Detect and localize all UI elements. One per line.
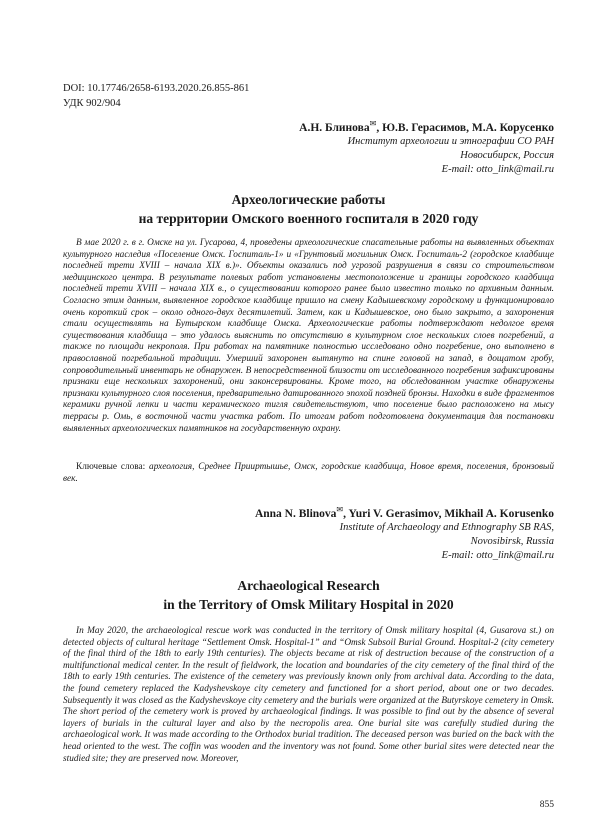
page-number: 855: [539, 800, 554, 810]
doi: DOI: 10.17746/2658-6193.2020.26.855-861: [63, 83, 250, 94]
affiliation-en-line1: Institute of Archaeology and Ethnography SB RAS,: [339, 522, 554, 533]
udk-code: УДК 902/904: [63, 98, 121, 109]
envelope-icon: ✉: [369, 119, 377, 128]
article-title-en-line1: Archaeological Research: [237, 578, 380, 593]
article-title-ru-line1: Археологические работы: [231, 192, 386, 207]
keywords-values: археология, Среднее Прииртышье, Омск, городские кладбища, Новое время, поселения, бронзовый век.: [63, 462, 554, 484]
article-title-en-line2: in the Territory of Omsk Military Hospital in 2020: [163, 597, 454, 612]
author-first-en: Anna N. Blinova: [254, 507, 337, 520]
envelope-icon: ✉: [336, 505, 344, 514]
abstract-ru: В мае 2020 г. в г. Омске на ул. Гусарова, 4, проведены археологические спасательные работы на выявленных объектах культурного наследия «Поселение Омск. Госпиталь-1» и «Грунтовый могильник Омск. Госпиталь-2 (городское кладбище последней трети XVIII – начала XIX в.)». Объекты оказались под угрозой разрушения в связи со строительством медицинского центра. В результате полевых работ установлены местоположение и границы городского кладбища последней трети XVIII – начала XIX в., о существовании которого ранее было известно только по архивным данным. Согласно этим данным, выявленное городское кладбище пришло на смену Кадышевскому городскому и функционировало очень короткий срок – около одного-двух десятилетий. Затем, как и Кадышевское, оно было закрыто, а захоронения стали осуществлять на Бутырском кладбище Омска. Археологические работы подтверждают недолгое время существования кладбища – это удалось выяснить по отсутствию в культурном слое нескольких слоев погребений, а также по площади некрополя. При работах на памятнике полностью исследовано одно погребение, оно выполнено в православной погребальной традиции. Умерший захоронен вытянуто на спине головой на запад, в дощатом гробу, сопроводительный инвентарь не обнаружен. В непосредственной близости от исследованного погребения зафиксированы признаки еще нескольких захоронений, они законсервированы. Кроме того, на обследованном участке обнаружены признаки культурного слоя поселения, предварительно датированного эпохой поздней бронзы. Находки в виде фрагментов керамики ручной лепки и части керамического тигля свидетельствуют, что поселение было расположено на мысу террасы р. Омь, в восточной части участка работ. По итогам работ подготовлена документация для постановки выявленных археологических памятников на государственную охрану.: [63, 238, 554, 434]
authors-en: [255, 503, 554, 521]
email-en: E-mail: otto_link@mail.ru: [441, 550, 554, 561]
keywords-ru: [63, 462, 554, 485]
author-first-ru: А.Н. Блинова: [299, 121, 370, 134]
authors-ru: [299, 117, 554, 135]
keywords-label: Ключевые слова:: [76, 462, 146, 472]
abstract-en: In May 2020, the archaeological rescue work was conducted in the territory of Omsk military hospital (4, Gusarova st.) on detected objects of cultural heritage “Settlement Omsk. Hospital-1” and “Omsk Subsoil Burial Ground. Hospital-2 (city cemetery of the final third of the 18th to early 19th centuries). The objects became at risk of destruction because of the construction of a multifunctional medical center. In the result of fieldwork, the location and boundaries of the city cemetery of the final third of the 18th to early 19th centuries. The existence of the cemetery was previously known only from archival data. According to the data, the found cemetery replaced the Kadyshevskoye city cemetery and functioned for a short period, about one or two decades. Subsequently it was closed as the Kadyshevskoye city cemetery and the burials were organized at the Butyrskoye cemetery in Omsk. The short period of the cemetery work is proved by archaeological findings. It was possible to find out by the absence of several layers of burials in the cultural layer and also by the necropolis area. One burial site was carefully studied during the archaeological work. It was made according to the Orthodox burial tradition. The deceased person was buried on the back with the head oriented to the west. The coffin was wooden and the inventory was not found. Some other burial sites were detected near the studied site; they are preserved now. Moreover,: [63, 626, 554, 764]
authors-rest-en: , Yuri V. Gerasimov, Mikhail A. Korusenko: [343, 507, 554, 520]
affiliation-ru-line1: Институт археологии и этнографии СО РАН: [347, 136, 554, 147]
article-title-ru-line2: на территории Омского военного госпиталя в 2020 году: [138, 211, 479, 226]
affiliation-ru-line2: Новосибирск, Россия: [460, 150, 554, 161]
authors-rest-ru: , Ю.В. Герасимов, М.А. Корусенко: [376, 121, 554, 134]
email-ru: E-mail: otto_link@mail.ru: [441, 164, 554, 175]
affiliation-en-line2: Novosibirsk, Russia: [470, 536, 554, 547]
